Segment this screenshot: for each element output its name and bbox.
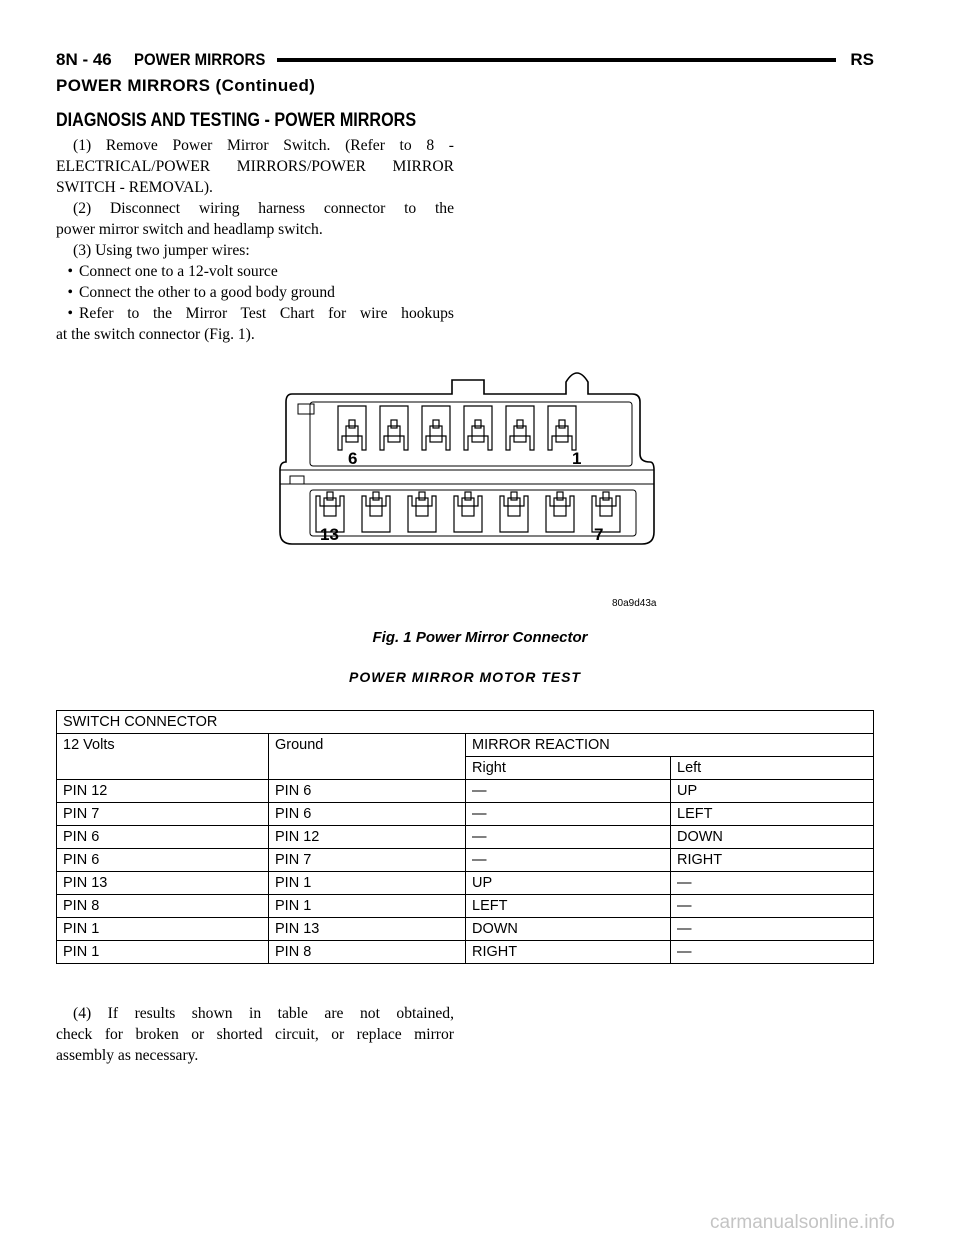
cell-left: —	[671, 941, 874, 964]
cell-left: LEFT	[671, 803, 874, 826]
cell-ground: PIN 6	[269, 780, 466, 803]
figure-code: 80a9d43a	[612, 598, 657, 609]
step-1-line-1: (1) Remove Power Mirror Switch. (Refer to 8 -	[73, 137, 454, 154]
table-row	[57, 780, 874, 803]
cell-right: —	[466, 780, 671, 803]
cell-right: LEFT	[466, 895, 671, 918]
continued-title: POWER MIRRORS (Continued)	[56, 76, 316, 95]
table-row	[57, 895, 874, 918]
cell-right: UP	[466, 872, 671, 895]
model-code: RS	[850, 50, 874, 69]
pin-label-1: 1	[572, 449, 582, 468]
step-4-line-3: assembly as necessary.	[56, 1047, 199, 1064]
cell-12v: PIN 1	[57, 918, 269, 941]
step-3: (3) Using two jumper wires:	[73, 242, 250, 259]
cell-12v: PIN 1	[57, 941, 269, 964]
cell-ground: PIN 7	[269, 849, 466, 872]
cell-ground: PIN 1	[269, 895, 466, 918]
col-header-left: Left	[671, 757, 874, 780]
cell-ground: PIN 12	[269, 826, 466, 849]
cell-ground: PIN 6	[269, 803, 466, 826]
cell-right: —	[466, 849, 671, 872]
cell-left: RIGHT	[671, 849, 874, 872]
pin-label-6: 6	[348, 449, 358, 468]
cell-left: —	[671, 872, 874, 895]
switch-connector-header: SWITCH CONNECTOR	[57, 711, 874, 734]
cell-12v: PIN 12	[57, 780, 269, 803]
watermark-link[interactable]: carmanualsonline.info	[710, 1212, 895, 1233]
cell-12v: PIN 6	[57, 849, 269, 872]
bullet-icon: •	[67, 263, 73, 280]
connector-diagram	[270, 364, 690, 614]
pin-label-7: 7	[594, 525, 604, 544]
bullet-text-continued: at the switch connector (Fig. 1).	[56, 326, 255, 343]
bullet-item	[56, 282, 454, 303]
step-4-line-2: check for broken or shorted circuit, or replace mirror	[56, 1026, 454, 1043]
cell-ground: PIN 8	[269, 941, 466, 964]
cell-left: —	[671, 918, 874, 941]
section-title: POWER MIRRORS	[133, 50, 266, 69]
cell-ground: PIN 1	[269, 872, 466, 895]
table-row	[57, 941, 874, 964]
procedure-steps	[56, 135, 454, 345]
figure-caption: Fig. 1 Power Mirror Connector	[372, 629, 588, 646]
motor-test-table	[56, 710, 874, 964]
section-heading: DIAGNOSIS AND TESTING - POWER MIRRORS	[56, 110, 417, 131]
closing-step	[56, 1003, 454, 1066]
cell-12v: PIN 13	[57, 872, 269, 895]
cell-12v: PIN 6	[57, 826, 269, 849]
table-row	[57, 803, 874, 826]
col-header-ground: Ground	[269, 734, 466, 757]
cell-right: DOWN	[466, 918, 671, 941]
cell-left: UP	[671, 780, 874, 803]
bullet-item	[56, 261, 454, 282]
cell-right: —	[466, 803, 671, 826]
step-4-line-1: (4) If results shown in table are not obtained,	[73, 1005, 454, 1022]
cell-12v: PIN 7	[57, 803, 269, 826]
pin-label-13: 13	[320, 525, 339, 544]
table-row	[57, 849, 874, 872]
bullet-icon: •	[67, 305, 73, 322]
header-rule	[277, 58, 836, 62]
bullet-text: Connect the other to a good body ground	[79, 284, 335, 301]
step-1-line-2: ELECTRICAL/POWER MIRRORS/POWER MIRROR	[56, 158, 454, 175]
page-header	[56, 46, 874, 74]
bullet-text: Refer to the Mirror Test Chart for wire hookups	[79, 305, 454, 322]
col-header-mirror-reaction: MIRROR REACTION	[466, 734, 874, 757]
table-row	[57, 826, 874, 849]
bullet-icon: •	[67, 284, 73, 301]
cell-left: DOWN	[671, 826, 874, 849]
table-row	[57, 918, 874, 941]
step-1-line-3: SWITCH - REMOVAL).	[56, 179, 213, 196]
table-row	[57, 734, 874, 757]
page-number: 8N - 46	[56, 50, 112, 69]
cell-left: —	[671, 895, 874, 918]
table-row	[57, 872, 874, 895]
cell-right: —	[466, 826, 671, 849]
cell-12v: PIN 8	[57, 895, 269, 918]
table-row	[57, 711, 874, 734]
col-header-12-volts: 12 Volts	[57, 734, 269, 757]
col-header-right: Right	[466, 757, 671, 780]
bullet-item	[56, 303, 454, 324]
table-row	[57, 757, 874, 780]
table-title: POWER MIRROR MOTOR TEST	[349, 669, 581, 685]
bullet-text: Connect one to a 12-volt source	[79, 263, 278, 280]
cell-right: RIGHT	[466, 941, 671, 964]
step-2-line-2: power mirror switch and headlamp switch.	[56, 221, 323, 238]
step-2-line-1: (2) Disconnect wiring harness connector to the	[73, 200, 454, 217]
cell-ground: PIN 13	[269, 918, 466, 941]
